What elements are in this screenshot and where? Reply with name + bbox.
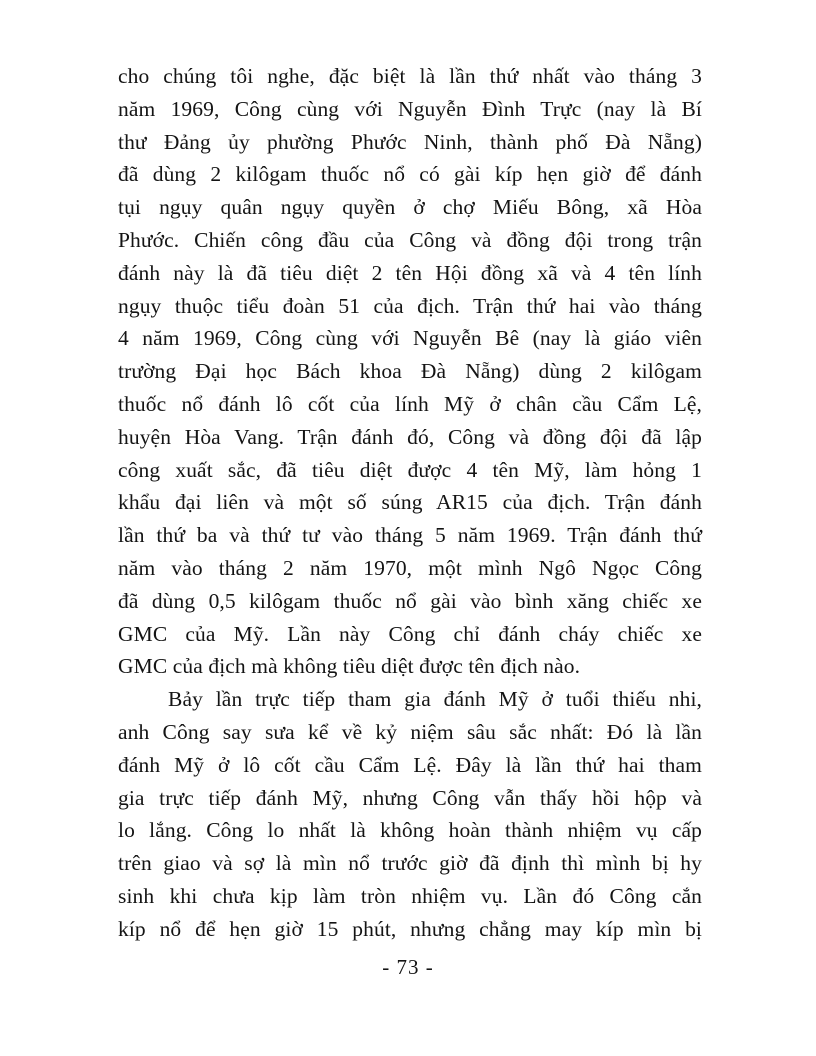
text-line: trên giao và sợ là mìn nổ trước giờ đã định thì mình bị hy — [118, 851, 702, 876]
text-line: gia trực tiếp đánh Mỹ, nhưng Công vẫn thấy hồi hộp và — [118, 785, 702, 810]
text-line: trường Đại học Bách khoa Đà Nẵng) dùng 2 kilôgam — [118, 359, 702, 384]
text-line: GMC của Mỹ. Lần này Công chỉ đánh cháy chiếc xe — [118, 621, 702, 646]
text-line: anh Công say sưa kể về kỷ niệm sâu sắc nhất: Đó là lần — [118, 719, 702, 744]
text-line: sinh khi chưa kịp làm tròn nhiệm vụ. Lần đó Công cắn — [118, 883, 702, 908]
page-text — [118, 60, 702, 946]
text-line: công xuất sắc, đã tiêu diệt được 4 tên Mỹ, làm hỏng 1 — [118, 457, 702, 482]
text-line: Phước. Chiến công đầu của Công và đồng đội trong trận — [118, 227, 702, 252]
text-line: thuốc nổ đánh lô cốt của lính Mỹ ở chân cầu Cẩm Lệ, — [118, 391, 702, 416]
text-line: 4 năm 1969, Công cùng với Nguyễn Bê (nay là giáo viên — [118, 326, 702, 351]
text-line: đánh này là đã tiêu diệt 2 tên Hội đồng xã và 4 tên lính — [118, 260, 702, 285]
text-line: đã dùng 0,5 kilôgam thuốc nổ gài vào bình xăng chiếc xe — [118, 588, 702, 613]
text-line: năm vào tháng 2 năm 1970, một mình Ngô Ngọc Công — [118, 555, 702, 580]
paragraph — [118, 683, 702, 945]
text-line: thư Đảng ủy phường Phước Ninh, thành phố Đà Nẵng) — [118, 129, 702, 154]
text-line: năm 1969, Công cùng với Nguyễn Đình Trực (nay là Bí — [118, 96, 702, 121]
text-line: kíp nổ để hẹn giờ 15 phút, nhưng chẳng may kíp mìn bị — [118, 916, 702, 941]
text-line: cho chúng tôi nghe, đặc biệt là lần thứ nhất vào tháng 3 — [118, 64, 702, 88]
text-line: đã dùng 2 kilôgam thuốc nổ có gài kíp hẹn giờ để đánh — [118, 162, 702, 187]
text-line: lo lắng. Công lo nhất là không hoàn thành nhiệm vụ cấp — [118, 818, 702, 843]
text-line: huyện Hòa Vang. Trận đánh đó, Công và đồng đội đã lập — [118, 424, 702, 449]
paragraph — [118, 60, 702, 683]
text-line: Bảy lần trực tiếp tham gia đánh Mỹ ở tuổi thiếu nhi, — [168, 687, 702, 712]
text-line: ngụy thuộc tiểu đoàn 51 của địch. Trận thứ hai vào tháng — [118, 293, 702, 318]
text-line: lần thứ ba và thứ tư vào tháng 5 năm 1969. Trận đánh thứ — [118, 523, 702, 548]
text-line: tụi ngụy quân ngụy quyền ở chợ Miếu Bông, xã Hòa — [118, 195, 702, 220]
text-line: đánh Mỹ ở lô cốt cầu Cẩm Lệ. Đây là lần thứ hai tham — [118, 752, 702, 777]
text-line: GMC của địch mà không tiêu diệt được tên địch nào. — [118, 654, 581, 679]
page-number: - 73 - — [382, 955, 434, 979]
text-line: khẩu đại liên và một số súng AR15 của địch. Trận đánh — [118, 490, 702, 515]
